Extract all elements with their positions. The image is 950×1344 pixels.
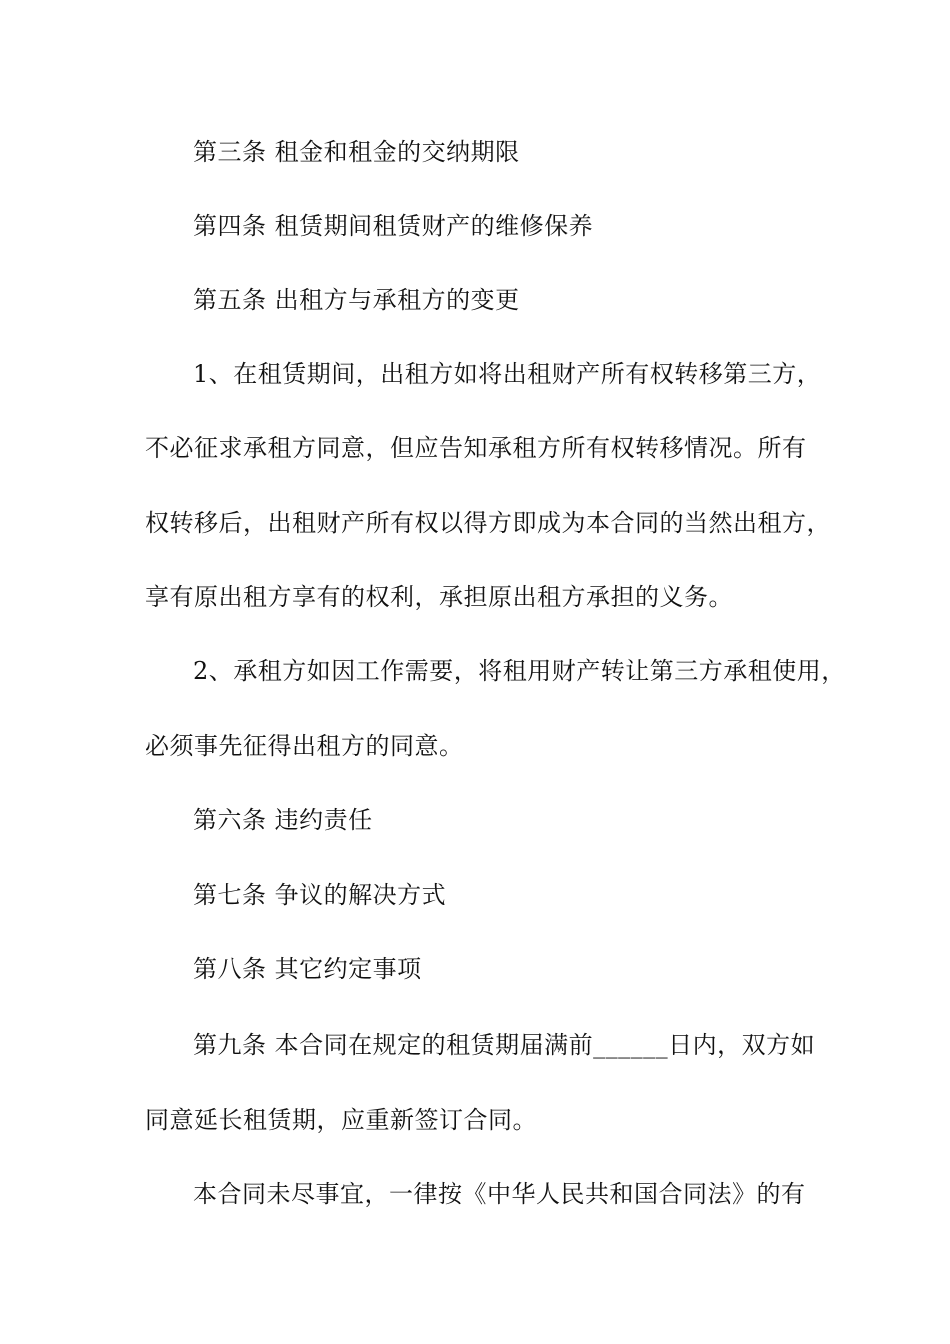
clause-2-line-1: 2、承租方如因工作需要，将租用财产转让第三方承租使用，: [193, 657, 846, 685]
article-4-heading: 第四条 租赁期间租赁财产的维修保养: [193, 212, 594, 240]
clause-1-line-4: 享有原出租方享有的权利，承担原出租方承担的义务。: [145, 583, 733, 611]
article-8-heading: 第八条 其它约定事项: [193, 955, 422, 983]
article-5-heading: 第五条 出租方与承租方的变更: [193, 286, 520, 314]
clause-1-line-1: 1、在租赁期间，出租方如将出租财产所有权转移第三方，: [193, 360, 822, 388]
clause-1-line-2: 不必征求承租方同意，但应告知承租方所有权转移情况。所有: [145, 434, 807, 462]
article-9-line-1: 第九条 本合同在规定的租赁期届满前______日内，双方如: [193, 1031, 816, 1059]
article-6-heading: 第六条 违约责任: [193, 806, 373, 834]
article-9-line-2: 同意延长租赁期，应重新签订合同。: [145, 1106, 537, 1134]
article-7-heading: 第七条 争议的解决方式: [193, 881, 447, 909]
article-3-heading: 第三条 租金和租金的交纳期限: [193, 138, 520, 166]
closing-paragraph-line-1: 本合同未尽事宜，一律按《中华人民共和国合同法》的有: [193, 1180, 806, 1208]
clause-2-line-2: 必须事先征得出租方的同意。: [145, 732, 464, 760]
clause-1-line-3: 权转移后，出租财产所有权以得方即成为本合同的当然出租方，: [145, 509, 831, 537]
